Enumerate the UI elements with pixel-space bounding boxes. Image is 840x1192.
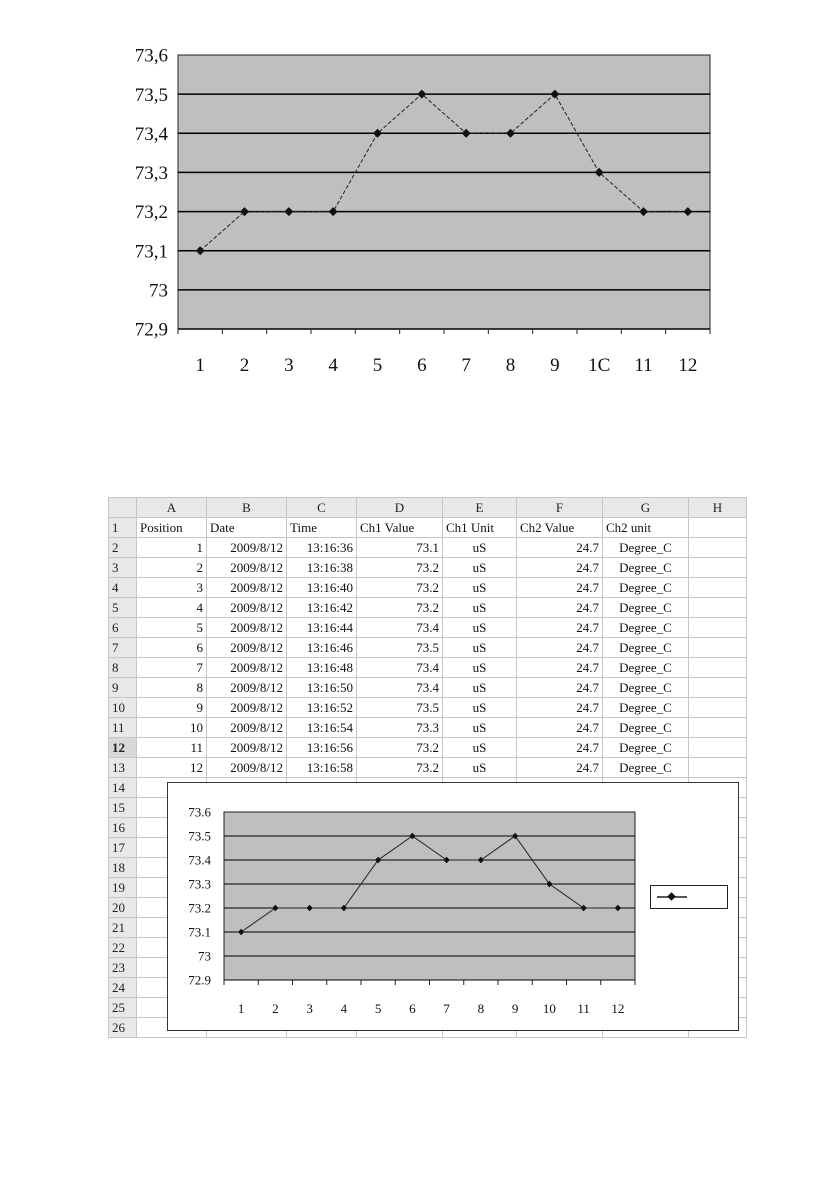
table-row (109, 518, 747, 538)
table-cell[interactable]: Degree_C (603, 578, 689, 598)
table-cell[interactable] (689, 558, 747, 578)
table-cell[interactable]: 2009/8/12 (207, 638, 287, 658)
row-header[interactable]: 6 (109, 618, 137, 638)
table-cell[interactable]: 12 (137, 758, 207, 778)
table-cell[interactable] (689, 658, 747, 678)
table-cell[interactable]: uS (443, 598, 517, 618)
table-cell[interactable]: 24.7 (517, 578, 603, 598)
x-tick-label: 9 (511, 1001, 519, 1016)
y-tick-label: 73.5 (188, 828, 211, 844)
table-cell[interactable]: 24.7 (517, 538, 603, 558)
table-cell[interactable]: 13:16:46 (287, 638, 357, 658)
x-tick-label: 5 (374, 1001, 382, 1016)
table-cell[interactable]: 7 (137, 658, 207, 678)
row-header[interactable]: 16 (109, 818, 137, 838)
plot-area (224, 812, 635, 980)
table-cell[interactable]: 73.5 (357, 638, 443, 658)
table-cell[interactable]: uS (443, 678, 517, 698)
table-cell[interactable]: 24.7 (517, 558, 603, 578)
table-cell[interactable]: 24.7 (517, 598, 603, 618)
y-tick-label: 73,5 (134, 84, 168, 106)
row-header[interactable]: 23 (109, 958, 137, 978)
table-row (109, 658, 747, 678)
y-tick-label: 73.3 (188, 876, 211, 892)
row-header[interactable]: 10 (109, 698, 137, 718)
table-cell[interactable]: Degree_C (603, 618, 689, 638)
column-header[interactable]: E (443, 498, 517, 518)
table-cell[interactable]: 2009/8/12 (207, 558, 287, 578)
table-cell[interactable]: 73.4 (357, 678, 443, 698)
x-tick-label: 1 (195, 355, 205, 376)
table-cell[interactable]: 73.2 (357, 758, 443, 778)
table-cell[interactable]: uS (443, 538, 517, 558)
row-header[interactable]: 20 (109, 898, 137, 918)
table-cell[interactable]: 11 (137, 738, 207, 758)
table-cell[interactable]: 6 (137, 638, 207, 658)
row-header[interactable]: 2 (109, 538, 137, 558)
table-cell[interactable]: 73.3 (357, 718, 443, 738)
row-header[interactable]: 25 (109, 998, 137, 1018)
table-cell[interactable]: 73.2 (357, 558, 443, 578)
x-tick-label: 11 (577, 1001, 590, 1016)
row-header[interactable]: 24 (109, 978, 137, 998)
x-tick-label: 11 (634, 355, 653, 376)
row-header[interactable]: 15 (109, 798, 137, 818)
y-tick-label: 73,6 (134, 45, 168, 67)
table-cell[interactable]: 73.2 (357, 598, 443, 618)
table-row (109, 638, 747, 658)
x-tick-label: 6 (409, 1001, 416, 1016)
table-cell[interactable]: uS (443, 578, 517, 598)
table-cell[interactable]: uS (443, 558, 517, 578)
x-tick-label: 7 (443, 1001, 450, 1016)
table-cell[interactable]: uS (443, 758, 517, 778)
table-cell[interactable]: 13:16:54 (287, 718, 357, 738)
table-cell[interactable]: 2009/8/12 (207, 658, 287, 678)
table-cell[interactable]: Position (137, 518, 207, 538)
table-cell[interactable]: 24.7 (517, 738, 603, 758)
table-cell[interactable]: 73.4 (357, 658, 443, 678)
table-cell[interactable]: 2009/8/12 (207, 698, 287, 718)
x-tick-label: 6 (417, 355, 427, 376)
row-header[interactable]: 4 (109, 578, 137, 598)
table-cell[interactable]: 13:16:40 (287, 578, 357, 598)
x-tick-label: 2 (272, 1001, 279, 1016)
table-row (109, 558, 747, 578)
table-cell[interactable]: 9 (137, 698, 207, 718)
table-cell[interactable]: 13:16:56 (287, 738, 357, 758)
table-cell[interactable]: 24.7 (517, 698, 603, 718)
table-cell[interactable] (689, 518, 747, 538)
table-cell[interactable]: 2009/8/12 (207, 738, 287, 758)
plot-area (178, 55, 710, 329)
table-row (109, 758, 747, 778)
y-tick-label: 73,4 (134, 123, 168, 145)
table-cell[interactable]: 13:16:44 (287, 618, 357, 638)
column-header[interactable]: H (689, 498, 747, 518)
table-cell[interactable]: 10 (137, 718, 207, 738)
table-cell[interactable]: uS (443, 638, 517, 658)
row-header[interactable]: 1 (109, 518, 137, 538)
table-cell[interactable]: 8 (137, 678, 207, 698)
column-header[interactable]: F (517, 498, 603, 518)
x-tick-label: 3 (284, 355, 294, 376)
column-header-row (109, 498, 747, 518)
table-cell[interactable]: Degree_C (603, 758, 689, 778)
table-cell[interactable]: 73.1 (357, 538, 443, 558)
table-cell[interactable] (689, 678, 747, 698)
table-cell[interactable]: 13:16:36 (287, 538, 357, 558)
table-cell[interactable]: 2009/8/12 (207, 678, 287, 698)
table-cell[interactable]: 13:16:52 (287, 698, 357, 718)
table-cell[interactable] (689, 618, 747, 638)
y-tick-label: 73.1 (188, 924, 211, 940)
row-header[interactable]: 17 (109, 838, 137, 858)
y-tick-label: 73 (198, 948, 211, 964)
table-cell[interactable]: 73.2 (357, 738, 443, 758)
table-cell[interactable]: Degree_C (603, 538, 689, 558)
x-tick-label: 1C (588, 355, 611, 376)
column-header[interactable]: C (287, 498, 357, 518)
table-cell[interactable]: Degree_C (603, 718, 689, 738)
table-row (109, 718, 747, 738)
y-tick-label: 73,2 (134, 202, 168, 224)
x-tick-label: 8 (505, 355, 516, 376)
x-tick-label: 5 (372, 355, 383, 376)
row-header[interactable]: 14 (109, 778, 137, 798)
top-line-chart (110, 40, 720, 400)
table-cell[interactable]: 24.7 (517, 678, 603, 698)
row-header[interactable]: 3 (109, 558, 137, 578)
row-header[interactable]: 5 (109, 598, 137, 618)
table-cell[interactable]: 2009/8/12 (207, 718, 287, 738)
embedded-chart[interactable] (167, 782, 739, 1031)
y-tick-label: 73,1 (134, 241, 168, 263)
x-tick-label: 12 (678, 355, 698, 376)
table-cell[interactable]: 24.7 (517, 618, 603, 638)
table-cell[interactable]: Degree_C (603, 678, 689, 698)
table-cell[interactable] (689, 638, 747, 658)
table-cell[interactable]: 1 (137, 538, 207, 558)
table-cell[interactable]: 24.7 (517, 758, 603, 778)
table-cell[interactable]: uS (443, 618, 517, 638)
x-tick-label: 3 (306, 1001, 313, 1016)
y-tick-label: 72.9 (188, 972, 211, 988)
table-cell[interactable]: 2009/8/12 (207, 598, 287, 618)
table-cell[interactable]: 13:16:48 (287, 658, 357, 678)
table-cell[interactable]: 73.5 (357, 698, 443, 718)
column-header[interactable]: A (137, 498, 207, 518)
legend-marker-icon (651, 886, 727, 908)
table-cell[interactable]: 24.7 (517, 658, 603, 678)
column-header[interactable]: B (207, 498, 287, 518)
table-cell[interactable]: uS (443, 718, 517, 738)
table-cell[interactable]: uS (443, 698, 517, 718)
table-cell[interactable]: 4 (137, 598, 207, 618)
row-header[interactable]: 9 (109, 678, 137, 698)
table-cell[interactable]: Degree_C (603, 738, 689, 758)
select-all-corner[interactable] (109, 498, 137, 518)
x-tick-label: 7 (461, 355, 471, 376)
table-row (109, 538, 747, 558)
row-header[interactable]: 21 (109, 918, 137, 938)
y-tick-label: 73.4 (188, 852, 211, 868)
table-cell[interactable]: Time (287, 518, 357, 538)
table-cell[interactable]: 13:16:42 (287, 598, 357, 618)
row-header[interactable]: 13 (109, 758, 137, 778)
table-cell[interactable]: 3 (137, 578, 207, 598)
row-header[interactable]: 8 (109, 658, 137, 678)
row-header[interactable]: 11 (109, 718, 137, 738)
y-tick-label: 73,3 (134, 163, 168, 185)
x-tick-label: 4 (328, 355, 338, 376)
x-tick-label: 1 (237, 1001, 245, 1016)
table-row (109, 618, 747, 638)
table-cell[interactable]: Ch2 Value (517, 518, 603, 538)
x-tick-label: 8 (477, 1001, 485, 1016)
row-header[interactable]: 7 (109, 638, 137, 658)
y-tick-label: 73.6 (188, 804, 211, 820)
row-header[interactable]: 12 (109, 738, 137, 758)
table-cell[interactable]: Degree_C (603, 658, 689, 678)
table-cell[interactable] (689, 698, 747, 718)
x-tick-label: 2 (239, 355, 250, 376)
table-cell[interactable]: 24.7 (517, 638, 603, 658)
table-cell[interactable]: 73.4 (357, 618, 443, 638)
column-header[interactable]: D (357, 498, 443, 518)
table-cell[interactable]: 73.2 (357, 578, 443, 598)
table-cell[interactable] (689, 578, 747, 598)
table-cell[interactable] (689, 598, 747, 618)
table-cell[interactable]: Degree_C (603, 558, 689, 578)
table-cell[interactable]: Date (207, 518, 287, 538)
table-row (109, 598, 747, 618)
row-header[interactable]: 22 (109, 938, 137, 958)
table-cell[interactable]: Ch2 unit (603, 518, 689, 538)
y-tick-label: 73.2 (188, 900, 211, 916)
row-header[interactable]: 18 (109, 858, 137, 878)
table-cell[interactable]: 13:16:50 (287, 678, 357, 698)
row-header[interactable]: 26 (109, 1018, 137, 1038)
table-row (109, 578, 747, 598)
table-cell[interactable]: Degree_C (603, 598, 689, 618)
table-cell[interactable] (689, 538, 747, 558)
column-header[interactable]: G (603, 498, 689, 518)
chart-legend[interactable] (650, 885, 728, 909)
table-cell[interactable]: 2009/8/12 (207, 538, 287, 558)
table-cell[interactable]: Ch1 Value (357, 518, 443, 538)
table-cell[interactable]: 2009/8/12 (207, 578, 287, 598)
table-row (109, 738, 747, 758)
table-cell[interactable]: 13:16:58 (287, 758, 357, 778)
y-tick-label: 73 (149, 280, 168, 302)
row-header[interactable]: 19 (109, 878, 137, 898)
x-tick-label: 9 (550, 355, 560, 376)
table-cell[interactable]: Degree_C (603, 638, 689, 658)
x-tick-label: 12 (611, 1001, 625, 1016)
table-cell[interactable]: 2009/8/12 (207, 618, 287, 638)
table-cell[interactable] (689, 758, 747, 778)
table-row (109, 678, 747, 698)
table-row (109, 698, 747, 718)
table-cell[interactable] (689, 718, 747, 738)
table-cell[interactable]: Degree_C (603, 698, 689, 718)
table-cell[interactable]: Ch1 Unit (443, 518, 517, 538)
table-cell[interactable]: uS (443, 738, 517, 758)
table-cell[interactable]: 24.7 (517, 718, 603, 738)
y-tick-label: 72,9 (134, 319, 168, 341)
table-cell[interactable]: uS (443, 658, 517, 678)
table-cell[interactable] (689, 738, 747, 758)
table-cell[interactable]: 2009/8/12 (207, 758, 287, 778)
table-cell[interactable]: 13:16:38 (287, 558, 357, 578)
x-tick-label: 4 (340, 1001, 348, 1016)
x-tick-label: 10 (542, 1001, 556, 1016)
table-cell[interactable]: 5 (137, 618, 207, 638)
table-cell[interactable]: 2 (137, 558, 207, 578)
